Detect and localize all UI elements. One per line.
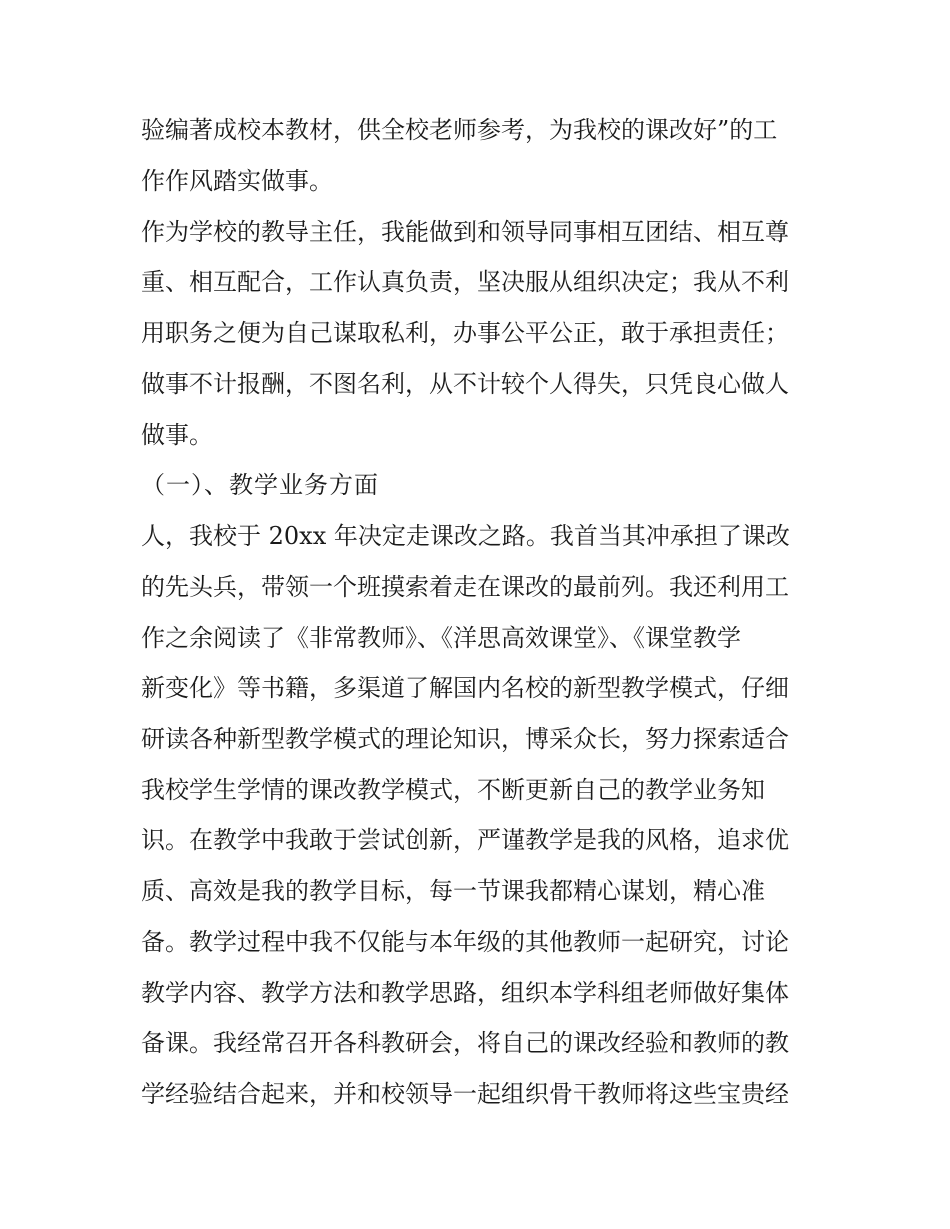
text-line: 备课。我经常召开各科教研会，将自己的课改经验和教师的教 — [141, 1029, 789, 1057]
text-line: 做事。 — [141, 421, 213, 449]
text-line: 重、相互配合，工作认真负责，坚决服从组织决定；我从不利 — [141, 268, 789, 296]
text-line: 人，我校于 20xx 年决定走课改之路。我首当其冲承担了课改 — [141, 522, 790, 550]
section-heading: （一）、教学业务方面 — [141, 471, 379, 499]
text-line: 识。在教学中我敢于尝试创新，严谨教学是我的风格，追求优 — [141, 826, 789, 854]
text-line: 我校学生学情的课改教学模式，不断更新自己的教学业务知 — [141, 776, 765, 804]
text-line: 质、高效是我的教学目标，每一节课我都精心谋划，精心准 — [141, 877, 765, 905]
text-line: 的先头兵，带领一个班摸索着走在课改的最前列。我还利用工 — [141, 573, 789, 601]
text-line: 做事不计报酬，不图名利，从不计较个人得失，只凭良心做人 — [141, 370, 789, 398]
text-line: 作之余阅读了《非常教师》、《洋思高效课堂》、《课堂教学 — [141, 624, 741, 652]
text-line: 教学内容、教学方法和教学思路，组织本学科组老师做好集体 — [141, 979, 789, 1007]
text-line: 学经验结合起来，并和校领导一起组织骨干教师将这些宝贵经 — [141, 1080, 789, 1108]
text-line: 新变化》等书籍，多渠道了解国内名校的新型教学模式，仔细 — [141, 674, 789, 702]
text-line: 作作风踏实做事。 — [141, 167, 333, 195]
text-line: 作为学校的教导主任，我能做到和领导同事相互团结、相互尊 — [141, 218, 789, 246]
text-line: 备。教学过程中我不仅能与本年级的其他教师一起研究，讨论 — [141, 928, 789, 956]
text-line: 用职务之便为自己谋取私利，办事公平公正，敢于承担责任； — [141, 319, 789, 347]
text-line: 验编著成校本教材，供全校老师参考，为我校的课改好”的工 — [141, 116, 778, 144]
text-line: 研读各种新型教学模式的理论知识，博采众长，努力探索适合 — [141, 725, 789, 753]
